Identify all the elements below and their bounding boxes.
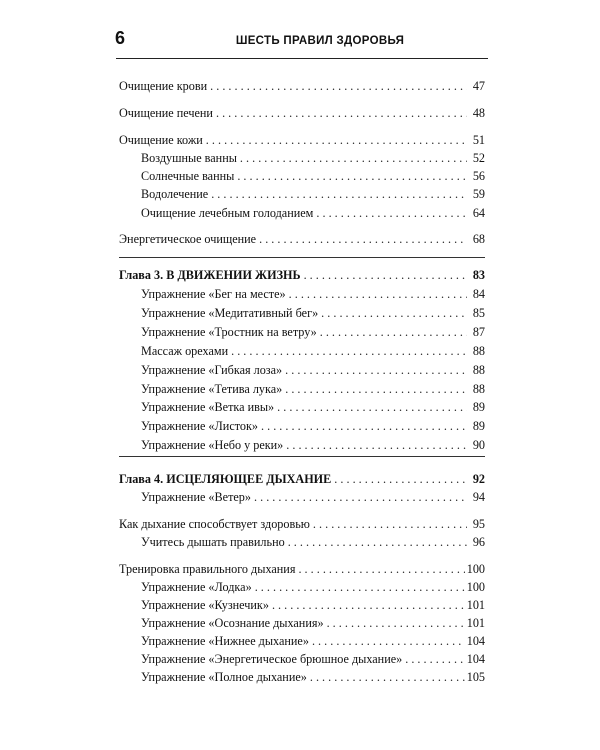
toc-entry-page: 47: [472, 79, 485, 93]
toc-entry-page: 100: [466, 580, 485, 594]
toc-entry-title: Упражнение «Ветер»: [141, 490, 251, 504]
toc-entry-title: Очищение крови: [119, 79, 208, 93]
toc-subentry: [119, 417, 485, 435]
toc-entry-title: Воздушные ванны: [141, 151, 237, 165]
toc-subentry: [119, 650, 485, 668]
toc-entry: [119, 230, 485, 248]
header-rule: [116, 58, 488, 59]
dot-leader: [231, 342, 467, 360]
toc-entry-page: 56: [472, 169, 485, 183]
dot-leader: [237, 167, 467, 185]
toc-entry-page: 88: [472, 344, 485, 358]
dot-leader: [211, 185, 467, 203]
dot-leader: [289, 285, 467, 303]
dot-leader: [285, 361, 467, 379]
toc-subentry: [119, 578, 485, 596]
toc-entry-page: 104: [466, 652, 485, 666]
toc-entry-title: Энергетическое очищение: [119, 232, 257, 246]
toc-subentry: [119, 323, 485, 341]
dot-leader: [405, 650, 464, 668]
toc-subentry: [119, 149, 485, 167]
toc-entry-page: 96: [472, 535, 485, 549]
toc-entry-title: Водолечение: [141, 187, 209, 201]
toc-entry-page: 101: [466, 616, 485, 630]
toc-entry: [119, 515, 485, 533]
dot-leader: [327, 614, 465, 632]
dot-leader: [334, 470, 467, 488]
toc-entry-title: Упражнение «Тетива лука»: [141, 382, 283, 396]
dot-leader: [240, 149, 467, 167]
chapter-title: Глава 3. В ДВИЖЕНИИ ЖИЗНЬ: [119, 268, 301, 282]
toc-subentry: [119, 668, 485, 686]
dot-leader: [210, 77, 467, 95]
toc-entry-title: Упражнение «Гибкая лоза»: [141, 363, 283, 377]
page-number: 6: [115, 28, 126, 48]
dot-leader: [304, 266, 467, 284]
toc-subentry: [119, 596, 485, 614]
toc-entry-title: Упражнение «Лодка»: [141, 580, 252, 594]
toc-entry-title: Упражнение «Полное дыхание»: [141, 670, 307, 684]
toc-subentry: [119, 632, 485, 650]
toc-entry-title: Тренировка правильного дыхания: [119, 562, 296, 576]
toc-entry-title: Солнечные ванны: [141, 169, 235, 183]
toc-entry-title: Упражнение «Осознание дыхания»: [141, 616, 324, 630]
section-divider: [119, 257, 485, 258]
dot-leader: [261, 417, 467, 435]
dot-leader: [310, 668, 465, 686]
dot-leader: [259, 230, 467, 248]
toc-entry-page: 87: [472, 325, 485, 339]
toc-entry-title: Очищение печени: [119, 106, 213, 120]
toc-entry-page: 89: [472, 400, 485, 414]
toc-entry-page: 101: [466, 598, 485, 612]
toc-subentry: [119, 342, 485, 360]
dot-leader: [320, 323, 467, 341]
toc-entry: [119, 131, 485, 149]
toc-entry-page: 88: [472, 382, 485, 396]
toc-subentry: [119, 533, 485, 551]
toc-entry-page: 89: [472, 419, 485, 433]
toc-entry: [119, 560, 485, 578]
toc-entry-page: 104: [466, 634, 485, 648]
toc-entry-page: 52: [472, 151, 485, 165]
toc-entry-title: Упражнение «Ветка ивы»: [141, 400, 275, 414]
toc-entry-page: 85: [472, 306, 485, 320]
toc-chapter: [119, 470, 485, 488]
toc-entry: [119, 104, 485, 122]
toc-subentry: [119, 398, 485, 416]
toc-entry-title: Очищение лечебным голоданием: [141, 206, 314, 220]
toc-entry-title: Упражнение «Тростник на ветру»: [141, 325, 317, 339]
toc-entry-page: 68: [472, 232, 485, 246]
dot-leader: [272, 596, 465, 614]
toc-entry-page: 94: [472, 490, 485, 504]
toc-entry-title: Как дыхание способствует здоровью: [119, 517, 310, 531]
toc-entry-title: Упражнение «Нижнее дыхание»: [141, 634, 309, 648]
toc-entry-page: 83: [472, 268, 485, 282]
toc-chapter: [119, 266, 485, 284]
section-divider: [119, 456, 485, 457]
toc-subentry: [119, 285, 485, 303]
chapter-title: Глава 4. ИСЦЕЛЯЮЩЕЕ ДЫХАНИЕ: [119, 472, 332, 486]
toc-entry-page: 64: [472, 206, 485, 220]
dot-leader: [316, 204, 467, 222]
toc-entry-title: Упражнение «Медитативный бег»: [141, 306, 319, 320]
dot-leader: [285, 380, 467, 398]
toc-entry-title: Упражнение «Кузнечик»: [141, 598, 269, 612]
dot-leader: [254, 488, 467, 506]
toc-entry-page: 59: [472, 187, 485, 201]
toc-entry-title: Упражнение «Энергетическое брюшное дыхание»: [141, 652, 403, 666]
toc-entry-page: 48: [472, 106, 485, 120]
toc-entry-title: Очищение кожи: [119, 133, 203, 147]
toc-entry-title: Учитесь дышать правильно: [141, 535, 285, 549]
dot-leader: [206, 131, 467, 149]
toc-subentry: [119, 204, 485, 222]
toc-entry-title: Упражнение «Листок»: [141, 419, 258, 433]
toc-subentry: [119, 488, 485, 506]
toc-entry-page: 88: [472, 363, 485, 377]
toc-entry-page: 100: [466, 562, 485, 576]
toc-entry-title: Упражнение «Бег на месте»: [141, 287, 286, 301]
toc-entry: [119, 77, 485, 95]
toc-entry-page: 51: [472, 133, 485, 147]
toc-subentry: [119, 380, 485, 398]
toc-entry-page: 105: [466, 670, 485, 684]
toc-entry-page: 90: [472, 438, 485, 452]
dot-leader: [286, 436, 467, 454]
running-title: ШЕСТЬ ПРАВИЛ ЗДОРОВЬЯ: [235, 35, 405, 47]
toc-subentry: [119, 167, 485, 185]
toc-subentry: [119, 614, 485, 632]
toc-entry-page: 92: [472, 472, 485, 486]
toc-subentry: [119, 361, 485, 379]
toc-entry-page: 84: [472, 287, 485, 301]
dot-leader: [216, 104, 467, 122]
toc-subentry: [119, 436, 485, 454]
toc-subentry: [119, 185, 485, 203]
dot-leader: [313, 515, 467, 533]
toc-entry-title: Упражнение «Небо у реки»: [141, 438, 284, 452]
toc-entry-page: 95: [472, 517, 485, 531]
toc-subentry: [119, 304, 485, 322]
dot-leader: [255, 578, 465, 596]
dot-leader: [312, 632, 465, 650]
dot-leader: [321, 304, 467, 322]
dot-leader: [288, 533, 467, 551]
dot-leader: [298, 560, 464, 578]
toc-entry-title: Массаж орехами: [141, 344, 229, 358]
dot-leader: [277, 398, 467, 416]
